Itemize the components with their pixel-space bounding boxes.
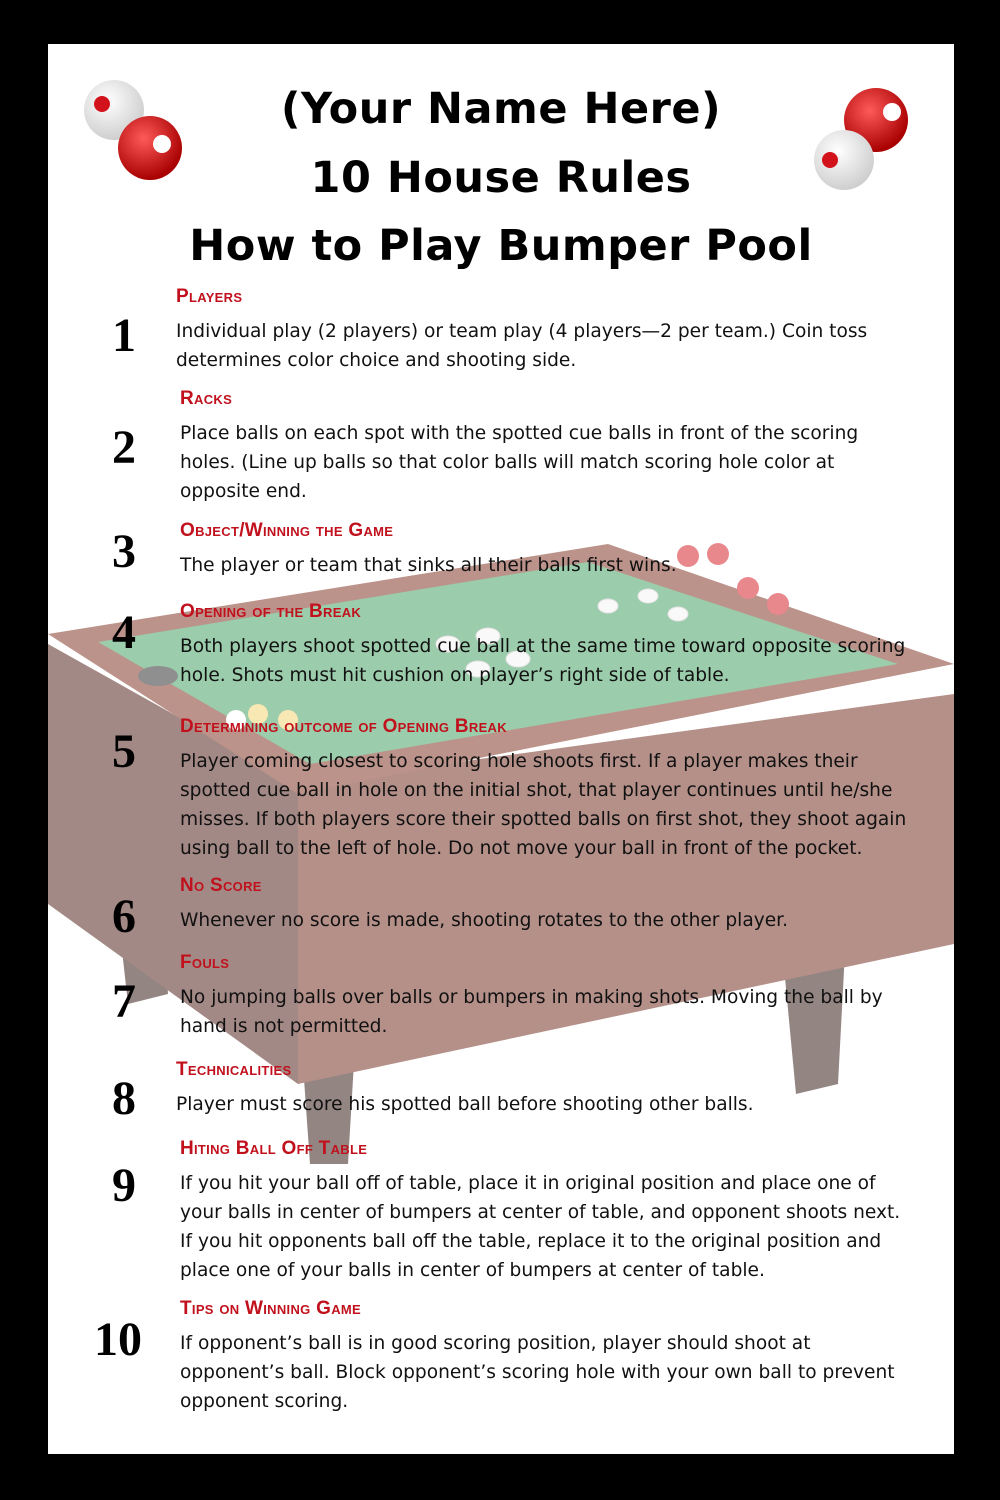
- rule-number: 5: [112, 725, 136, 778]
- rule-text: If opponent’s ball is in good scoring position, player should shoot at opponent’s ball. Block opponent’s scoring hole with your own ball to prevent opponent scoring.: [180, 1333, 895, 1412]
- rule-heading: Tips on Winning Game: [180, 1298, 361, 1319]
- rule-number: 10: [94, 1313, 142, 1366]
- rule-heading: Racks: [180, 388, 233, 409]
- rule-heading: Object/Winning the Game: [180, 520, 394, 541]
- rule-heading: Players: [176, 286, 243, 307]
- rule-text: Player coming closest to scoring hole shoots first. If a player makes their spotted cue ball in hole on the initial shot, that player continues until he/she misses. If both players score their spotted balls on first shot, they shoot again using ball to the left of hole. Do not move your ball in front of the pocket.: [180, 751, 907, 859]
- rule-heading: Fouls: [180, 952, 230, 973]
- rule-heading: No Score: [180, 875, 262, 896]
- rule-number: 7: [112, 975, 136, 1028]
- poster: [48, 44, 954, 1454]
- title-how-to-play: How to Play Bumper Pool: [189, 221, 813, 271]
- rule-number: 2: [112, 421, 136, 474]
- rule-text: Both players shoot spotted cue ball at the same time toward opposite scoring hole. Shots must hit cushion on player’s right side of table.: [180, 636, 906, 686]
- rule-heading: Technicalities: [176, 1059, 292, 1080]
- rule-heading: Hiting Ball Off Table: [180, 1138, 368, 1159]
- rule-number: 1: [112, 309, 136, 362]
- rule-number: 6: [112, 890, 136, 943]
- rule-text: Place balls on each spot with the spotted cue balls in front of the scoring holes. (Line up balls so that color balls will match scoring hole color at opposite end.: [180, 423, 859, 502]
- rule-number: 4: [112, 606, 136, 659]
- rule-text: The player or team that sinks all their balls first wins.: [180, 555, 677, 576]
- rule-number: 3: [112, 525, 136, 578]
- rule-text: Player must score his spotted ball before shooting other balls.: [176, 1094, 754, 1115]
- rule-text: If you hit your ball off of table, place it in original position and place one of your balls in center of bumpers at center of table, and opponent shoots next. If you hit opponents ball off the table, replace it to the original position and place one of your balls in center of bumpers at center of table.: [180, 1173, 901, 1281]
- rule-heading: Opening of the Break: [180, 601, 362, 622]
- rule-text: Whenever no score is made, shooting rotates to the other player.: [180, 910, 789, 931]
- rule-number: 9: [112, 1159, 136, 1212]
- title-house-rules: 10 House Rules: [310, 153, 692, 203]
- title-name: (Your Name Here): [280, 84, 722, 134]
- rule-heading: Determining outcome of Opening Break: [180, 716, 507, 737]
- rule-text: Individual play (2 players) or team play (4 players—2 per team.) Coin toss determines color choice and shooting side.: [176, 321, 868, 371]
- rule-number: 8: [112, 1072, 136, 1125]
- rule-text: No jumping balls over balls or bumpers in making shots. Moving the ball by hand is not permitted.: [180, 987, 883, 1037]
